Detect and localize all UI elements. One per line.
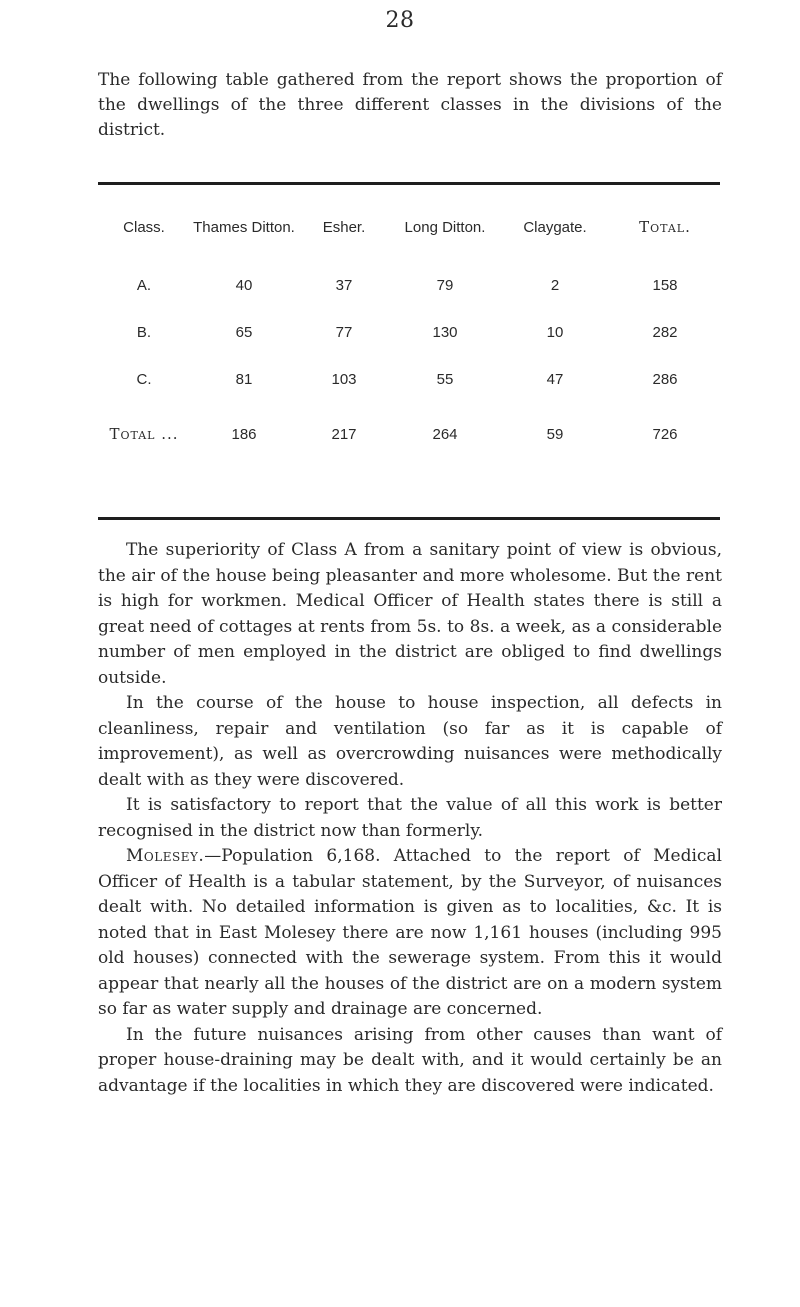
body-text [98, 538, 722, 1099]
table-cell: 81 [235, 371, 253, 388]
table-cell: 10 [546, 324, 564, 341]
table-row [98, 356, 720, 403]
table-cell: 726 [652, 425, 678, 443]
table-cell: 286 [652, 371, 678, 388]
table-cell: 130 [432, 324, 458, 341]
table-cell: 217 [331, 425, 357, 443]
table-cell: 103 [331, 371, 357, 388]
paragraph-inspection: In the course of the house to house inspection, all defects in cleanliness, repair and ventilation (so far as it is capable of improvement), as well as overcrowding nuisances were methodically dealt with as they were discovered. [98, 693, 722, 790]
row-class-label: A. [136, 277, 152, 294]
table-bottom-rule [98, 517, 720, 520]
intro-paragraph: The following table gathered from the report shows the proportion of the dwellings of the three different classes in the divisions of the district. [98, 70, 722, 140]
header-class: Class. [123, 218, 165, 236]
paragraph-superiority: The superiority of Class A from a sanitary point of view is obvious, the air of the house being pleasanter and more wholesome. But the rent is high for workmen. Medical Officer of Health states there is still a great need of cottages at rents from 5s. to 8s. a week, as a considerable number of men employed in the district are obliged to find dwellings outside. [98, 540, 722, 688]
table-header-row [98, 192, 720, 262]
table-cell: 40 [235, 277, 253, 294]
header-total: Total. [639, 217, 691, 236]
table-cell: 2 [550, 277, 560, 294]
table-cell: 79 [436, 277, 454, 294]
table-cell: 77 [335, 324, 353, 341]
table-cell: 282 [652, 324, 678, 341]
header-thames-ditton: Thames Ditton. [193, 218, 295, 236]
paragraph-closing: In the future nuisances arising from other causes than want of proper house-draining may be dealt with, and it would certainly be an advantage if the localities in which they are discovered were indicated. [98, 1024, 722, 1096]
dwellings-table [98, 192, 720, 465]
table-cell: 65 [235, 324, 253, 341]
table-cell: 186 [231, 425, 257, 443]
molesey-heading: Molesey. [126, 846, 205, 866]
total-label: Total ... [109, 425, 179, 443]
header-esher: Esher. [322, 218, 366, 236]
table-cell: 59 [546, 425, 564, 443]
table-cell: 55 [436, 371, 454, 388]
paragraph-satisfactory: It is satisfactory to report that the value of all this work is better recognised in the district now than formerly. [98, 795, 722, 841]
row-class-label: B. [136, 324, 152, 341]
molesey-text: —Population 6,168. Attached to the report of Medical Officer of Health is a tabular statement, by the Surveyor, of nuisances dealt with. No detailed information is given as to localities, &c. It is noted that in East Molesey there are now 1,161 houses (including 995 old houses) connected with the sewerage system. From this it would appear that nearly all the houses of the district are on a modern system so far as water supply and drainage are concerned. [98, 846, 722, 1019]
table-cell: 158 [652, 277, 678, 294]
table-cell: 264 [432, 425, 458, 443]
table-cell: 37 [335, 277, 353, 294]
paragraph-molesey [98, 844, 722, 1023]
total-row [98, 403, 720, 465]
page-number: 28 [385, 8, 415, 33]
table-top-rule [98, 182, 720, 185]
header-long-ditton: Long Ditton. [404, 218, 486, 236]
header-claygate: Claygate. [523, 218, 587, 236]
row-class-label: C. [136, 371, 152, 388]
table-row [98, 262, 720, 309]
table-row [98, 309, 720, 356]
table-cell: 47 [546, 371, 564, 388]
